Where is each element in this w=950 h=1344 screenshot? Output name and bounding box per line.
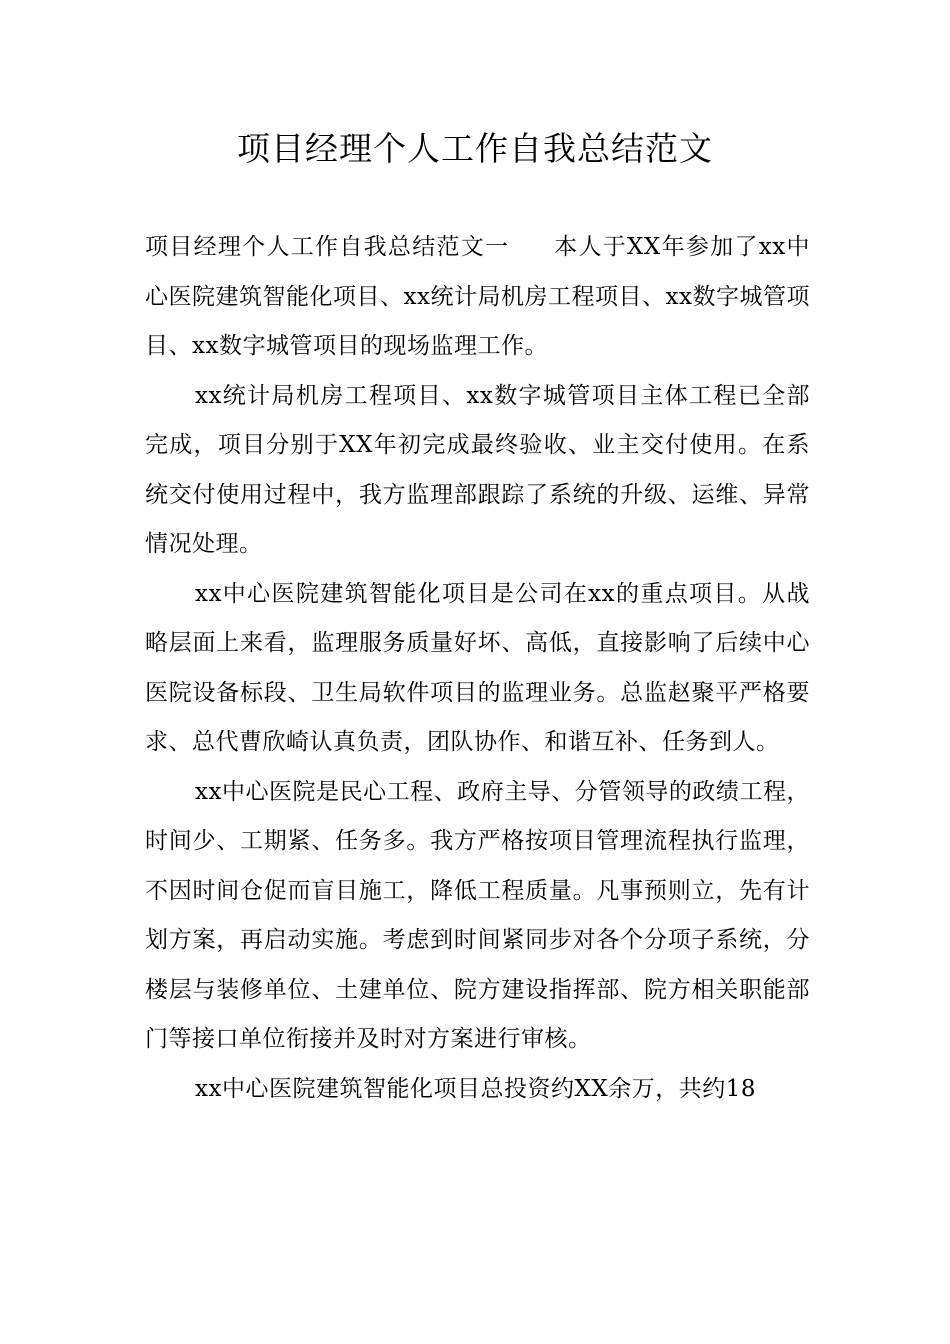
paragraph-4: xx中心医院是民心工程、政府主导、分管领导的政绩工程，时间少、工期紧、任务多。我方严格按项目管理流程执行监理，不因时间仓促而盲目施工，降低工程质量。凡事预则立，先有计划方案，再启动实施。考虑到时间紧同步对各个分项子系统，分楼层与装修单位、土建单位、院方建设指挥部、院方相关职能部门等接口单位衔接并及时对方案进行审核。: [145, 778, 810, 1052]
paragraph-3: xx中心医院建筑智能化项目是公司在xx的重点项目。从战略层面上来看，监理服务质量好坏、高低，直接影响了后续中心医院设备标段、卫生局软件项目的监理业务。总监赵聚平严格要求、总代曹欣崎认真负责，团队协作、和谐互补、任务到人。: [145, 580, 810, 755]
paragraph-5: xx中心医院建筑智能化项目总投资约XX余万，共约18: [195, 1075, 756, 1102]
paragraph-2: xx统计局机房工程项目、xx数字城管项目主体工程已全部完成，项目分别于XX年初完成最终验收、业主交付使用。在系统交付使用过程中，我方监理部跟踪了系统的升级、运维、异常情况处理。: [145, 382, 810, 557]
document-title: 项目经理个人工作自我总结范文: [237, 129, 713, 168]
document-body: [145, 223, 810, 1114]
intro-heading: 项目经理个人工作自我总结范文一: [145, 234, 510, 260]
paragraph-1: [145, 223, 810, 372]
paragraph-1-text: 本人于XX年参加了xx中心医院建筑智能化项目、xx统计局机房工程项目、xx数字城管项目、xx数字城管项目的现场监理工作。: [145, 234, 810, 359]
